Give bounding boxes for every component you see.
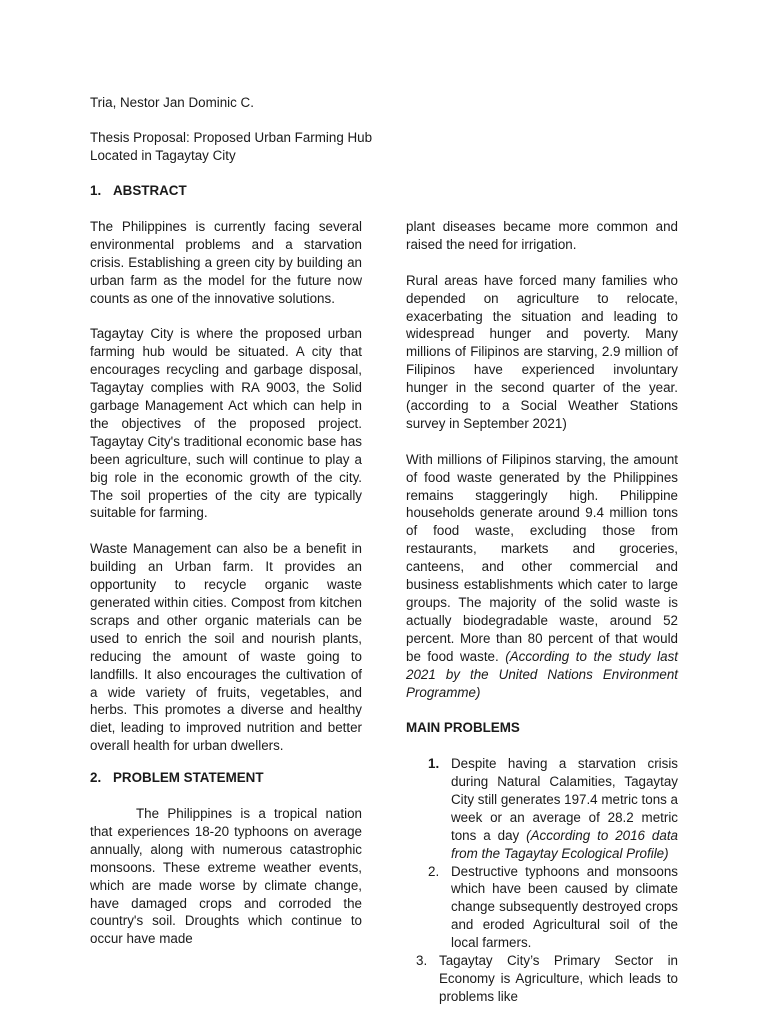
problem-statement-paragraph: The Philippines is a tropical nation that experiences 18-20 typhoons on average annually, along with numerous catastrophic monsoons. These extreme weather events, which are made worse by climate change, have damaged crops and corroded the country's soil. Droughts which continue to occur have made (90, 806, 362, 947)
main-problem-item-3 (406, 952, 678, 1006)
problem-statement-number: 2. (90, 770, 102, 785)
food-waste-paragraph (406, 451, 678, 702)
food-waste-text: With millions of Filipinos starving, the amount of food waste generated by the Philippines remains staggeringly high. Philippine households generate around 9.4 million tons of food waste, excluding those from restaurants, markets and groceries, canteens, and other commercial and business establishments which cater to large groups. The majority of the solid waste is actually biodegradable waste, around 52 percent. More than 80 percent of that would be food waste. (406, 451, 678, 664)
abstract-heading (90, 182, 187, 200)
thesis-title-line-1: Thesis Proposal: Proposed Urban Farming Hub (90, 129, 373, 145)
abstract-paragraph-1: The Philippines is currently facing several environmental problems and a starvation crisis. Establishing a green city by building an urban farm as the model for the future now counts as one of the innovative solutions. (90, 219, 362, 306)
main-problem-text-2: Destructive typhoons and monsoons which have been caused by climate change subsequently destroyed crops and eroded Agricultural soil of the local farmers. (451, 863, 678, 951)
main-problem-text-1: Despite having a starvation crisis during Natural Calamities, Tagaytay City still generates 197.4 metric tons a week or an average of 28.2 metric tons a day (451, 756, 679, 843)
problem-statement-heading (90, 769, 264, 787)
main-problem-number-3: 3. (416, 953, 428, 969)
author-name: Tria, Nestor Jan Dominic C. (90, 95, 254, 110)
main-problems-heading: MAIN PROBLEMS (406, 720, 520, 736)
main-problem-number-1: 1. (428, 756, 440, 772)
abstract-title: ABSTRACT (113, 183, 187, 198)
abstract-paragraph-2: Tagaytay City is where the proposed urban farming hub would be situated. A city that encourages recycling and garbage disposal, Tagaytay complies with RA 9003, the Solid garbage Management Act which can help in the objectives of the proposed project. Tagaytay City's traditional economic base has been agriculture, such will continue to play a big role in the economic growth of the city. The soil properties of the city are typically suitable for farming. (90, 326, 362, 521)
main-problem-number-2: 2. (428, 863, 440, 879)
problem-statement-body (90, 805, 362, 948)
abstract-number: 1. (90, 183, 102, 198)
left-column (90, 218, 362, 755)
continuation-paragraph: plant diseases became more common and raised the need for irrigation. (406, 219, 678, 252)
right-column (406, 218, 678, 1006)
main-problem-item-2 (406, 863, 678, 953)
rural-paragraph: Rural areas have forced many families who depended on agriculture to relocate, exacerbating the situation and leading to widespread hunger and poverty. Many millions of Filipinos are starving, 2.9 million of Filipinos have experienced involuntary hunger in the second quarter of the year. (according to a Social Weather Stations survey in September 2021) (406, 272, 678, 431)
main-problem-citation-1: (According to 2016 data from the Tagaytay Ecological Profile) (451, 827, 678, 861)
problem-statement-title: PROBLEM STATEMENT (113, 770, 264, 785)
main-problems-list (406, 755, 678, 1006)
main-problem-text-3: Tagaytay City’s Primary Sector in Economy is Agriculture, which leads to problems like (439, 953, 678, 1004)
abstract-paragraph-3: Waste Management can also be a benefit in building an Urban farm. It provides an opportunity to recycle organic waste generated within cities. Compost from kitchen scraps and other organic materials can be used to enrich the soil and nourish plants, reducing the amount of waste going to landfills. It also encourages the cultivation of a wide variety of fruits, vegetables, and herbs. This promotes a diverse and healthy diet, leading to improved nutrition and better overall health for urban dwellers. (90, 541, 362, 754)
thesis-title-line-2: Located in Tagaytay City (90, 147, 236, 163)
food-waste-citation: (According to the study last 2021 by the United Nations Environment Programme) (406, 648, 678, 700)
main-problem-item-1 (406, 755, 678, 862)
document-header (90, 94, 390, 165)
